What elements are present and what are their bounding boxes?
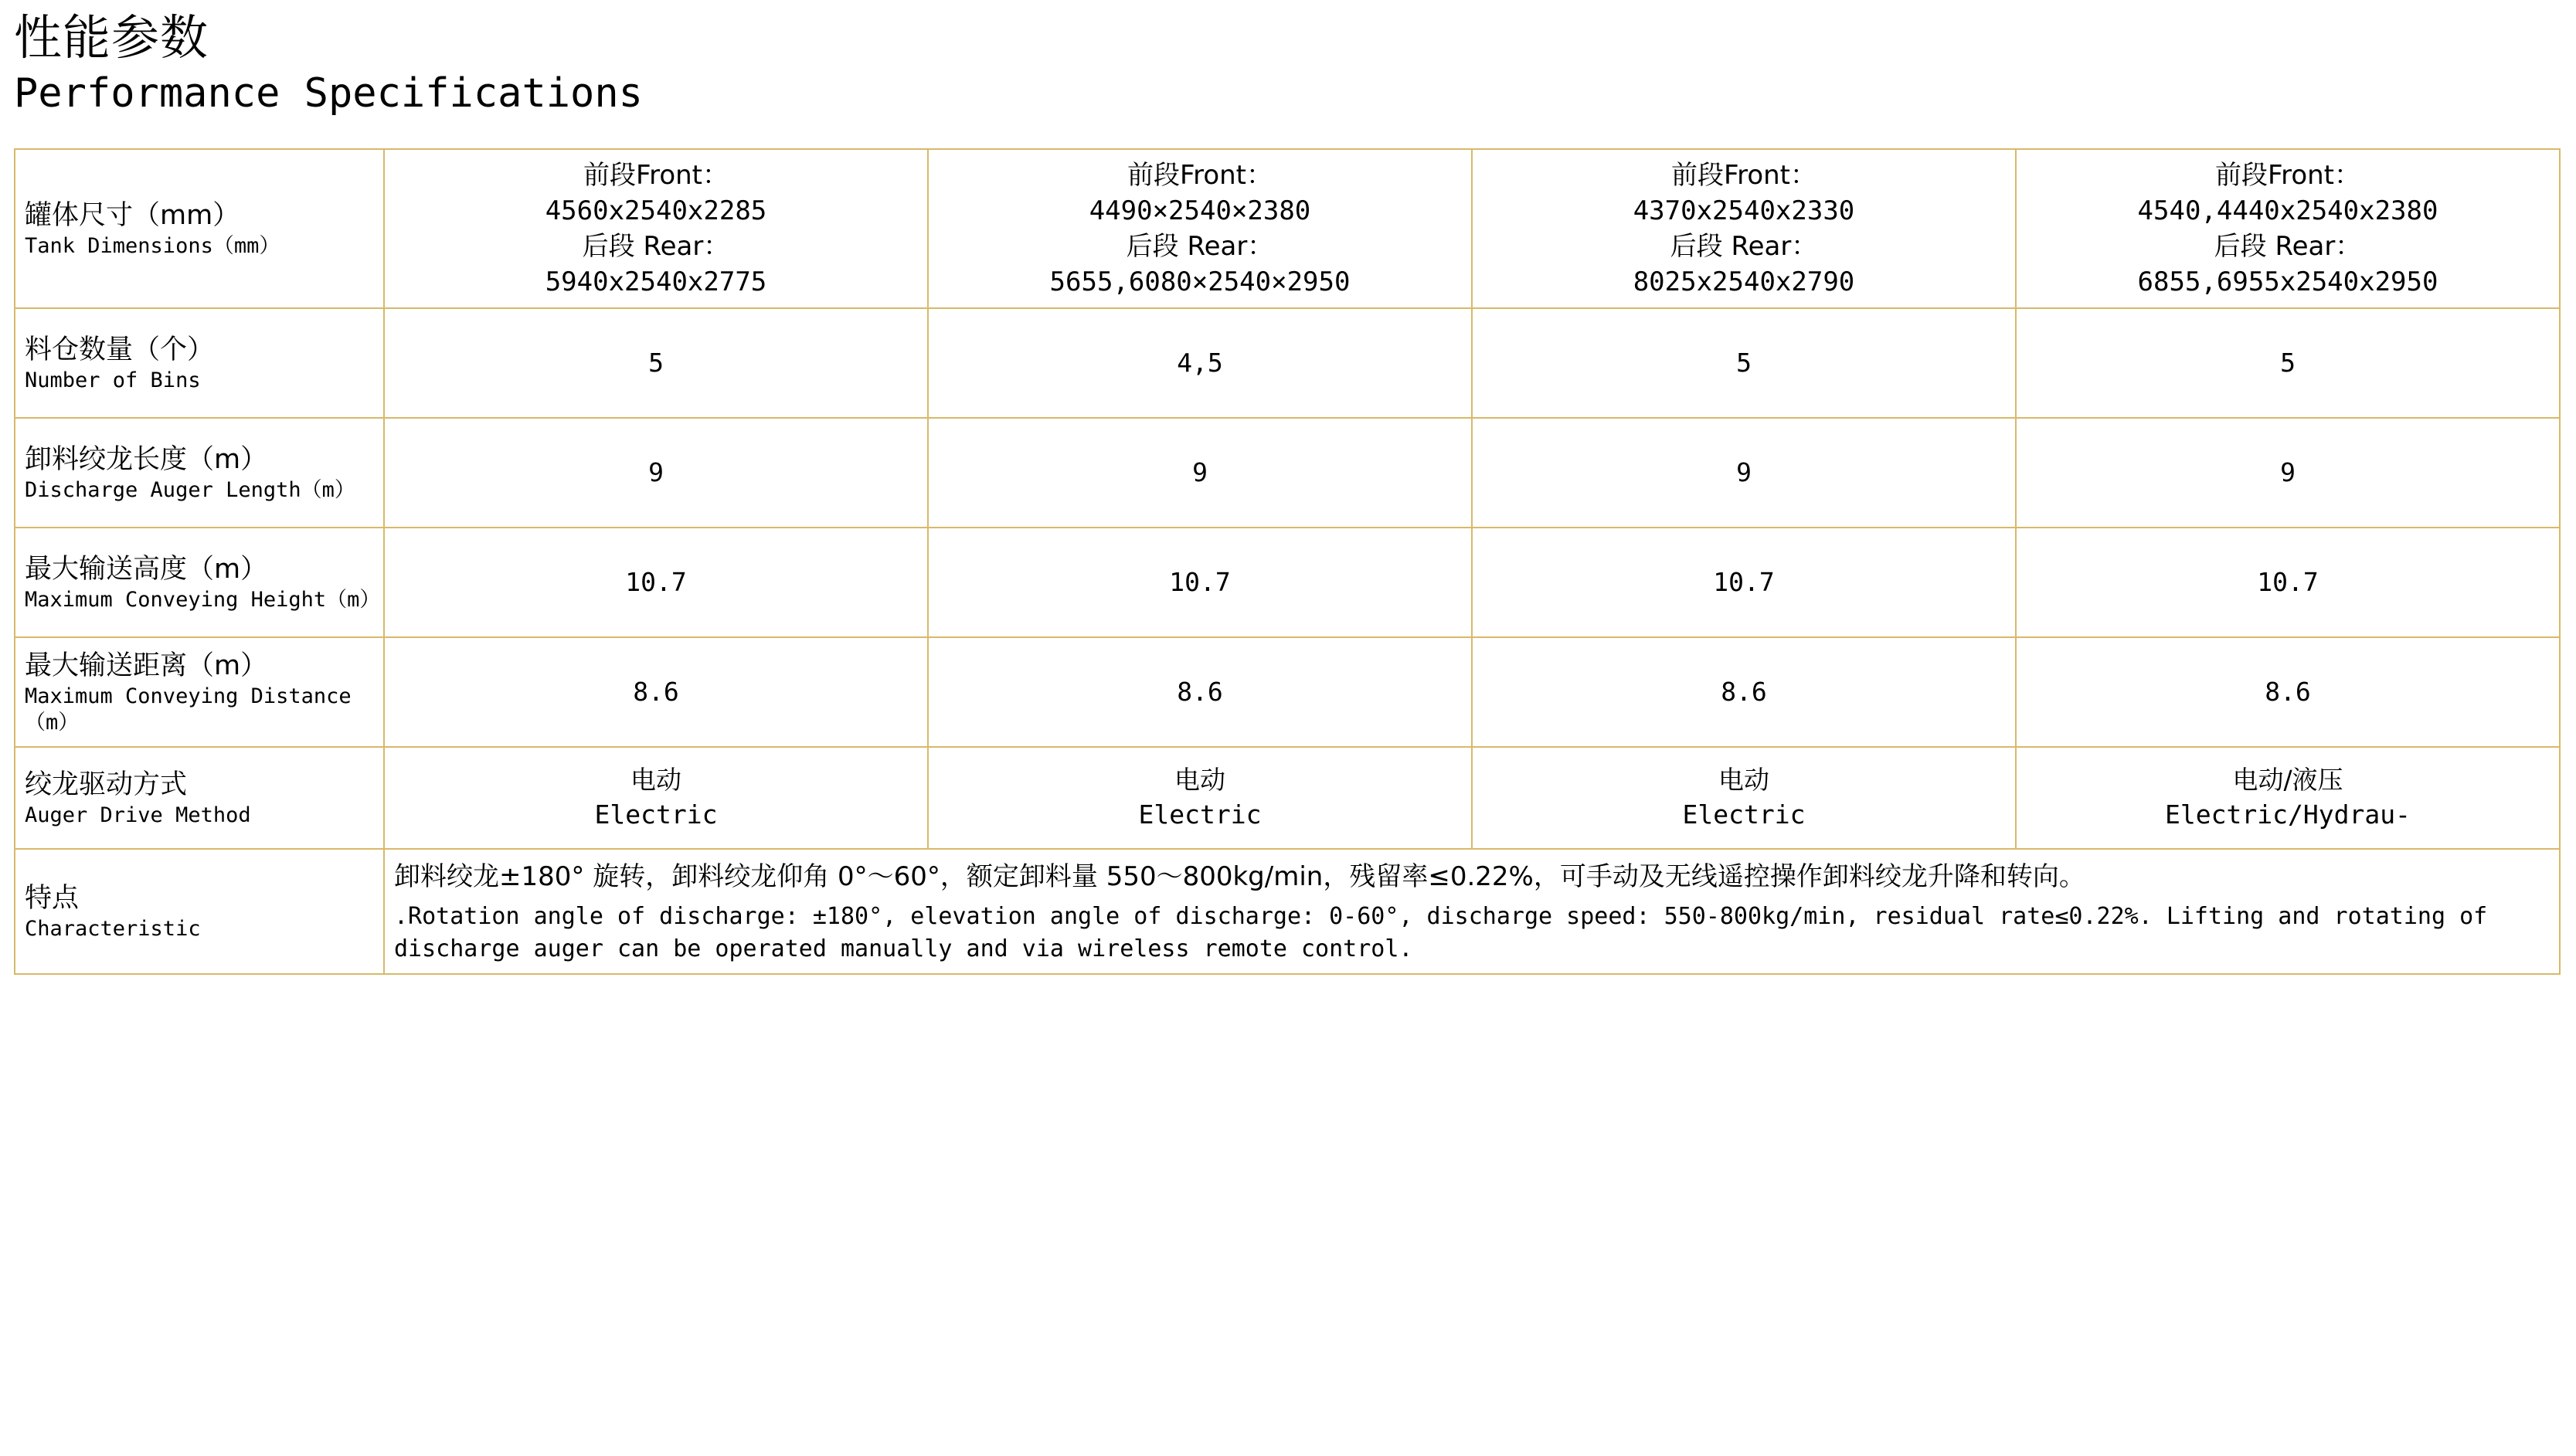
cell-value-zh: 电动/液压 [2232,765,2343,795]
row-label-max-conveying-distance [15,637,384,747]
cell-auger-drive-method-2 [928,747,1472,849]
cell-value: 10.7 [2257,567,2319,597]
front-label: 前段Front： [583,160,729,191]
cell-auger-drive-method-3 [1472,747,2016,849]
cell-value-zh: 电动 [1718,765,1769,795]
front-value: 4490×2540×2380 [1089,195,1311,226]
cell-value: 5 [2280,348,2296,378]
cell-max-conveying-height-2 [928,528,1472,637]
front-value: 4540,4440x2540x2380 [2137,195,2438,226]
cell-value: 10.7 [625,567,687,597]
rear-value: 5940x2540x2775 [545,266,767,297]
cell-value: 8.6 [1177,677,1223,707]
rear-label: 后段 Rear： [1670,231,1818,262]
cell-tank-dimensions-3 [1472,149,2016,308]
cell-max-conveying-distance-3 [1472,637,2016,747]
table-row [15,418,2560,528]
cell-value: 9 [2280,457,2296,487]
table-row [15,747,2560,849]
document-page [0,8,2576,1456]
row-label-zh: 料仓数量（个） [25,334,215,365]
cell-number-of-bins-2 [928,308,1472,418]
row-label-en: Maximum Conveying Height（m） [25,588,381,612]
cell-value-en: Electric [1138,799,1262,830]
cell-value: 9 [648,457,664,487]
cell-tank-dimensions-1 [384,149,928,308]
cell-value: 5 [1736,348,1752,378]
row-label-en: Discharge Auger Length（m） [25,478,355,502]
row-label-en: Maximum Conveying Distance（m） [25,684,352,735]
row-label-en: Auger Drive Method [25,803,251,827]
cell-discharge-auger-length-3 [1472,418,2016,528]
page-title [14,8,2562,117]
table-row-characteristic [15,849,2560,974]
cell-value: 4,5 [1177,348,1223,378]
cell-number-of-bins-1 [384,308,928,418]
row-label-discharge-auger-length [15,418,384,528]
table-row [15,149,2560,308]
row-label-zh: 最大输送距离（m） [25,650,268,681]
row-label-tank-dimensions [15,149,384,308]
cell-tank-dimensions-2 [928,149,1472,308]
page-title-zh: 性能参数 [14,9,209,66]
rear-label: 后段 Rear： [1126,231,1274,262]
front-value: 4560x2540x2285 [545,195,767,226]
cell-max-conveying-distance-1 [384,637,928,747]
front-label: 前段Front： [1127,160,1273,191]
cell-max-conveying-height-4 [2016,528,2560,637]
row-label-characteristic [15,849,384,974]
row-label-zh: 绞龙驱动方式 [25,769,188,800]
front-value: 4370x2540x2330 [1633,195,1855,226]
cell-max-conveying-height-3 [1472,528,2016,637]
rear-value: 6855,6955x2540x2950 [2137,266,2438,297]
table-row [15,637,2560,747]
specifications-table [14,148,2561,975]
cell-characteristic-text [384,849,2560,974]
rear-label: 后段 Rear： [2214,231,2362,262]
row-label-zh: 最大输送高度（m） [25,554,268,585]
cell-max-conveying-height-1 [384,528,928,637]
row-label-en: Tank Dimensions（mm） [25,234,280,258]
cell-discharge-auger-length-1 [384,418,928,528]
row-label-en: Characteristic [25,917,201,941]
cell-number-of-bins-4 [2016,308,2560,418]
table-row [15,528,2560,637]
cell-value: 9 [1192,457,1208,487]
cell-value-en: Electric/Hydrau- [2165,799,2411,830]
characteristic-en: .Rotation angle of discharge: ±180°, elevation angle of discharge: 0-60°, discharge speed: 550-800kg/min, residual rate≤0.22%. Lifting and rotating of discharge auger can be operated manually and via wireless remote control. [394,903,2488,962]
characteristic-zh: 卸料绞龙±180° 旋转，卸料绞龙仰角 0°～60°，额定卸料量 550～800kg/min，残留率≤0.22%，可手动及无线遥控操作卸料绞龙升降和转向。 [394,861,2085,892]
cell-value: 9 [1736,457,1752,487]
rear-value: 8025x2540x2790 [1633,266,1855,297]
row-label-auger-drive-method [15,747,384,849]
row-label-zh: 特点 [25,883,80,914]
cell-auger-drive-method-1 [384,747,928,849]
cell-value-zh: 电动 [1174,765,1225,795]
row-label-zh: 罐体尺寸（mm） [25,200,240,231]
rear-value: 5655,6080×2540×2950 [1049,266,1351,297]
cell-max-conveying-distance-2 [928,637,1472,747]
cell-value: 5 [648,348,664,378]
row-label-en: Number of Bins [25,368,201,392]
row-label-number-of-bins [15,308,384,418]
cell-value: 8.6 [1721,677,1767,707]
cell-discharge-auger-length-4 [2016,418,2560,528]
page-title-en: Performance Specifications [14,70,643,117]
front-label: 前段Front： [1671,160,1816,191]
cell-tank-dimensions-4 [2016,149,2560,308]
cell-discharge-auger-length-2 [928,418,1472,528]
cell-value: 10.7 [1169,567,1231,597]
cell-value-en: Electric [594,799,718,830]
row-label-max-conveying-height [15,528,384,637]
rear-label: 后段 Rear： [582,231,730,262]
row-label-zh: 卸料绞龙长度（m） [25,444,268,475]
cell-value: 10.7 [1713,567,1775,597]
front-label: 前段Front： [2215,160,2360,191]
cell-number-of-bins-3 [1472,308,2016,418]
cell-auger-drive-method-4 [2016,747,2560,849]
cell-value-zh: 电动 [630,765,681,795]
cell-value-en: Electric [1682,799,1806,830]
cell-value: 8.6 [2265,677,2311,707]
cell-max-conveying-distance-4 [2016,637,2560,747]
cell-value: 8.6 [633,677,679,707]
table-row [15,308,2560,418]
